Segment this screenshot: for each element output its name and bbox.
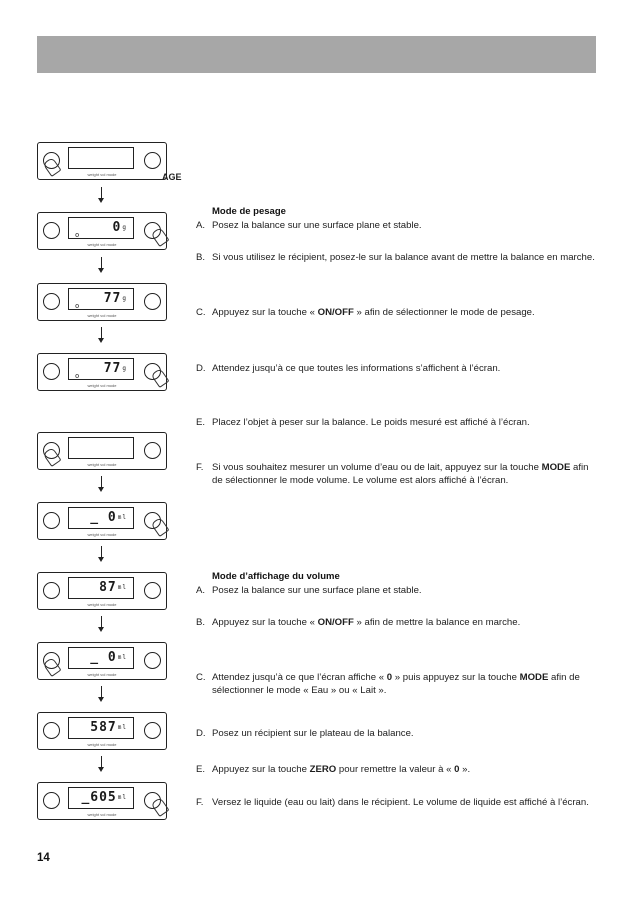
down-arrow-icon	[101, 546, 102, 558]
volume-step-f: F. Versez le liquide (eau ou lait) dans le récipient. Le volume de liquide est affiché à l’écran.	[196, 797, 589, 808]
volume-step-c: C. Attendez jusqu’à ce que l’écran affiche « 0 » puis appuyez sur la touche MODE afin de sélectionner le mode « Eau » ou « Lait ».	[196, 672, 580, 696]
mode-knob	[144, 722, 161, 739]
on-off-knob	[43, 222, 60, 239]
scale-legend: weight vol mode	[87, 242, 117, 247]
lcd-display: _ $0^{ml}$	[68, 507, 134, 529]
scale-illustration	[37, 212, 167, 250]
on-off-knob	[43, 363, 60, 380]
scale-legend: weight vol mode	[87, 742, 117, 747]
section-heading-clip: AGE	[162, 172, 182, 182]
on-off-knob	[43, 722, 60, 739]
weighing-step-e: E. Placez l’objet à peser sur la balance. Le poids mesuré est affiché à l’écran.	[196, 417, 530, 428]
weighing-step-d: D. Attendez jusqu’à ce que toutes les informations s’affichent à l’écran.	[196, 363, 501, 374]
down-arrow-icon	[101, 616, 102, 628]
down-arrow-icon	[101, 257, 102, 269]
on-off-knob	[43, 512, 60, 529]
down-arrow-icon	[101, 187, 102, 199]
scale-illustration	[37, 782, 167, 820]
scale-illustration	[37, 353, 167, 391]
down-arrow-icon	[101, 686, 102, 698]
mode-knob	[144, 582, 161, 599]
scale-legend: weight vol mode	[87, 532, 117, 537]
on-off-knob	[43, 293, 60, 310]
scale-illustration	[37, 283, 167, 321]
lcd-display: $87^{ml}$	[68, 577, 134, 599]
lcd-display: o _ 77$^g$	[68, 288, 134, 310]
lcd-display: _ $0^{ml}$	[68, 647, 134, 669]
scale-legend: weight vol mode	[87, 313, 117, 318]
on-off-knob	[43, 792, 60, 809]
lcd-display: $\_605^{ml}$	[68, 787, 134, 809]
scale-illustration	[37, 142, 167, 180]
scale-illustration	[37, 502, 167, 540]
lcd-display: $587^{ml}$	[68, 717, 134, 739]
scale-illustration	[37, 712, 167, 750]
scale-illustration	[37, 572, 167, 610]
mode-knob	[144, 152, 161, 169]
page-number: 14	[37, 852, 50, 864]
weighing-step-a: A. Posez la balance sur une surface plane et stable.	[196, 220, 422, 231]
lcd-display	[68, 437, 134, 459]
scale-legend: weight vol mode	[87, 672, 117, 677]
weighing-step-f: F. Si vous souhaitez mesurer un volume d’eau ou de lait, appuyez sur la touche MODE afin de sélectionner le mode volume. Le volume est alors affiché à l’écran.	[196, 462, 589, 486]
down-arrow-icon	[101, 327, 102, 339]
weighing-step-b: B. Si vous utilisez le récipient, posez-le sur la balance avant de mettre la balance en marche.	[196, 252, 595, 263]
lcd-display: o 77$^g$	[68, 358, 134, 380]
scale-legend: weight vol mode	[87, 812, 117, 817]
volume-step-d: D. Posez un récipient sur le plateau de la balance.	[196, 728, 414, 739]
scale-illustration	[37, 432, 167, 470]
scale-legend: weight vol mode	[87, 602, 117, 607]
scale-legend: weight vol mode	[87, 462, 117, 467]
scale-legend: weight vol mode	[87, 383, 117, 388]
lcd-display	[68, 147, 134, 169]
mode-knob	[144, 293, 161, 310]
mode-knob	[144, 442, 161, 459]
scale-diagram-column	[0, 0, 200, 908]
volume-step-e: E. Appuyez sur la touche ZERO pour remettre la valeur à « 0 ».	[196, 764, 471, 775]
lcd-display: o _ 0$^g$	[68, 217, 134, 239]
volume-step-a: A. Posez la balance sur une surface plane et stable.	[196, 585, 422, 596]
mode-knob	[144, 652, 161, 669]
weighing-mode-title: Mode de pesage	[212, 206, 286, 217]
weighing-step-c: C. Appuyez sur la touche « ON/OFF » afin de sélectionner le mode de pesage.	[196, 307, 535, 318]
on-off-knob	[43, 582, 60, 599]
volume-step-b: B. Appuyez sur la touche « ON/OFF » afin de mettre la balance en marche.	[196, 617, 521, 628]
volume-mode-title: Mode d’affichage du volume	[212, 571, 340, 582]
scale-illustration	[37, 642, 167, 680]
down-arrow-icon	[101, 756, 102, 768]
down-arrow-icon	[101, 476, 102, 488]
scale-legend: weight vol mode	[87, 172, 117, 177]
